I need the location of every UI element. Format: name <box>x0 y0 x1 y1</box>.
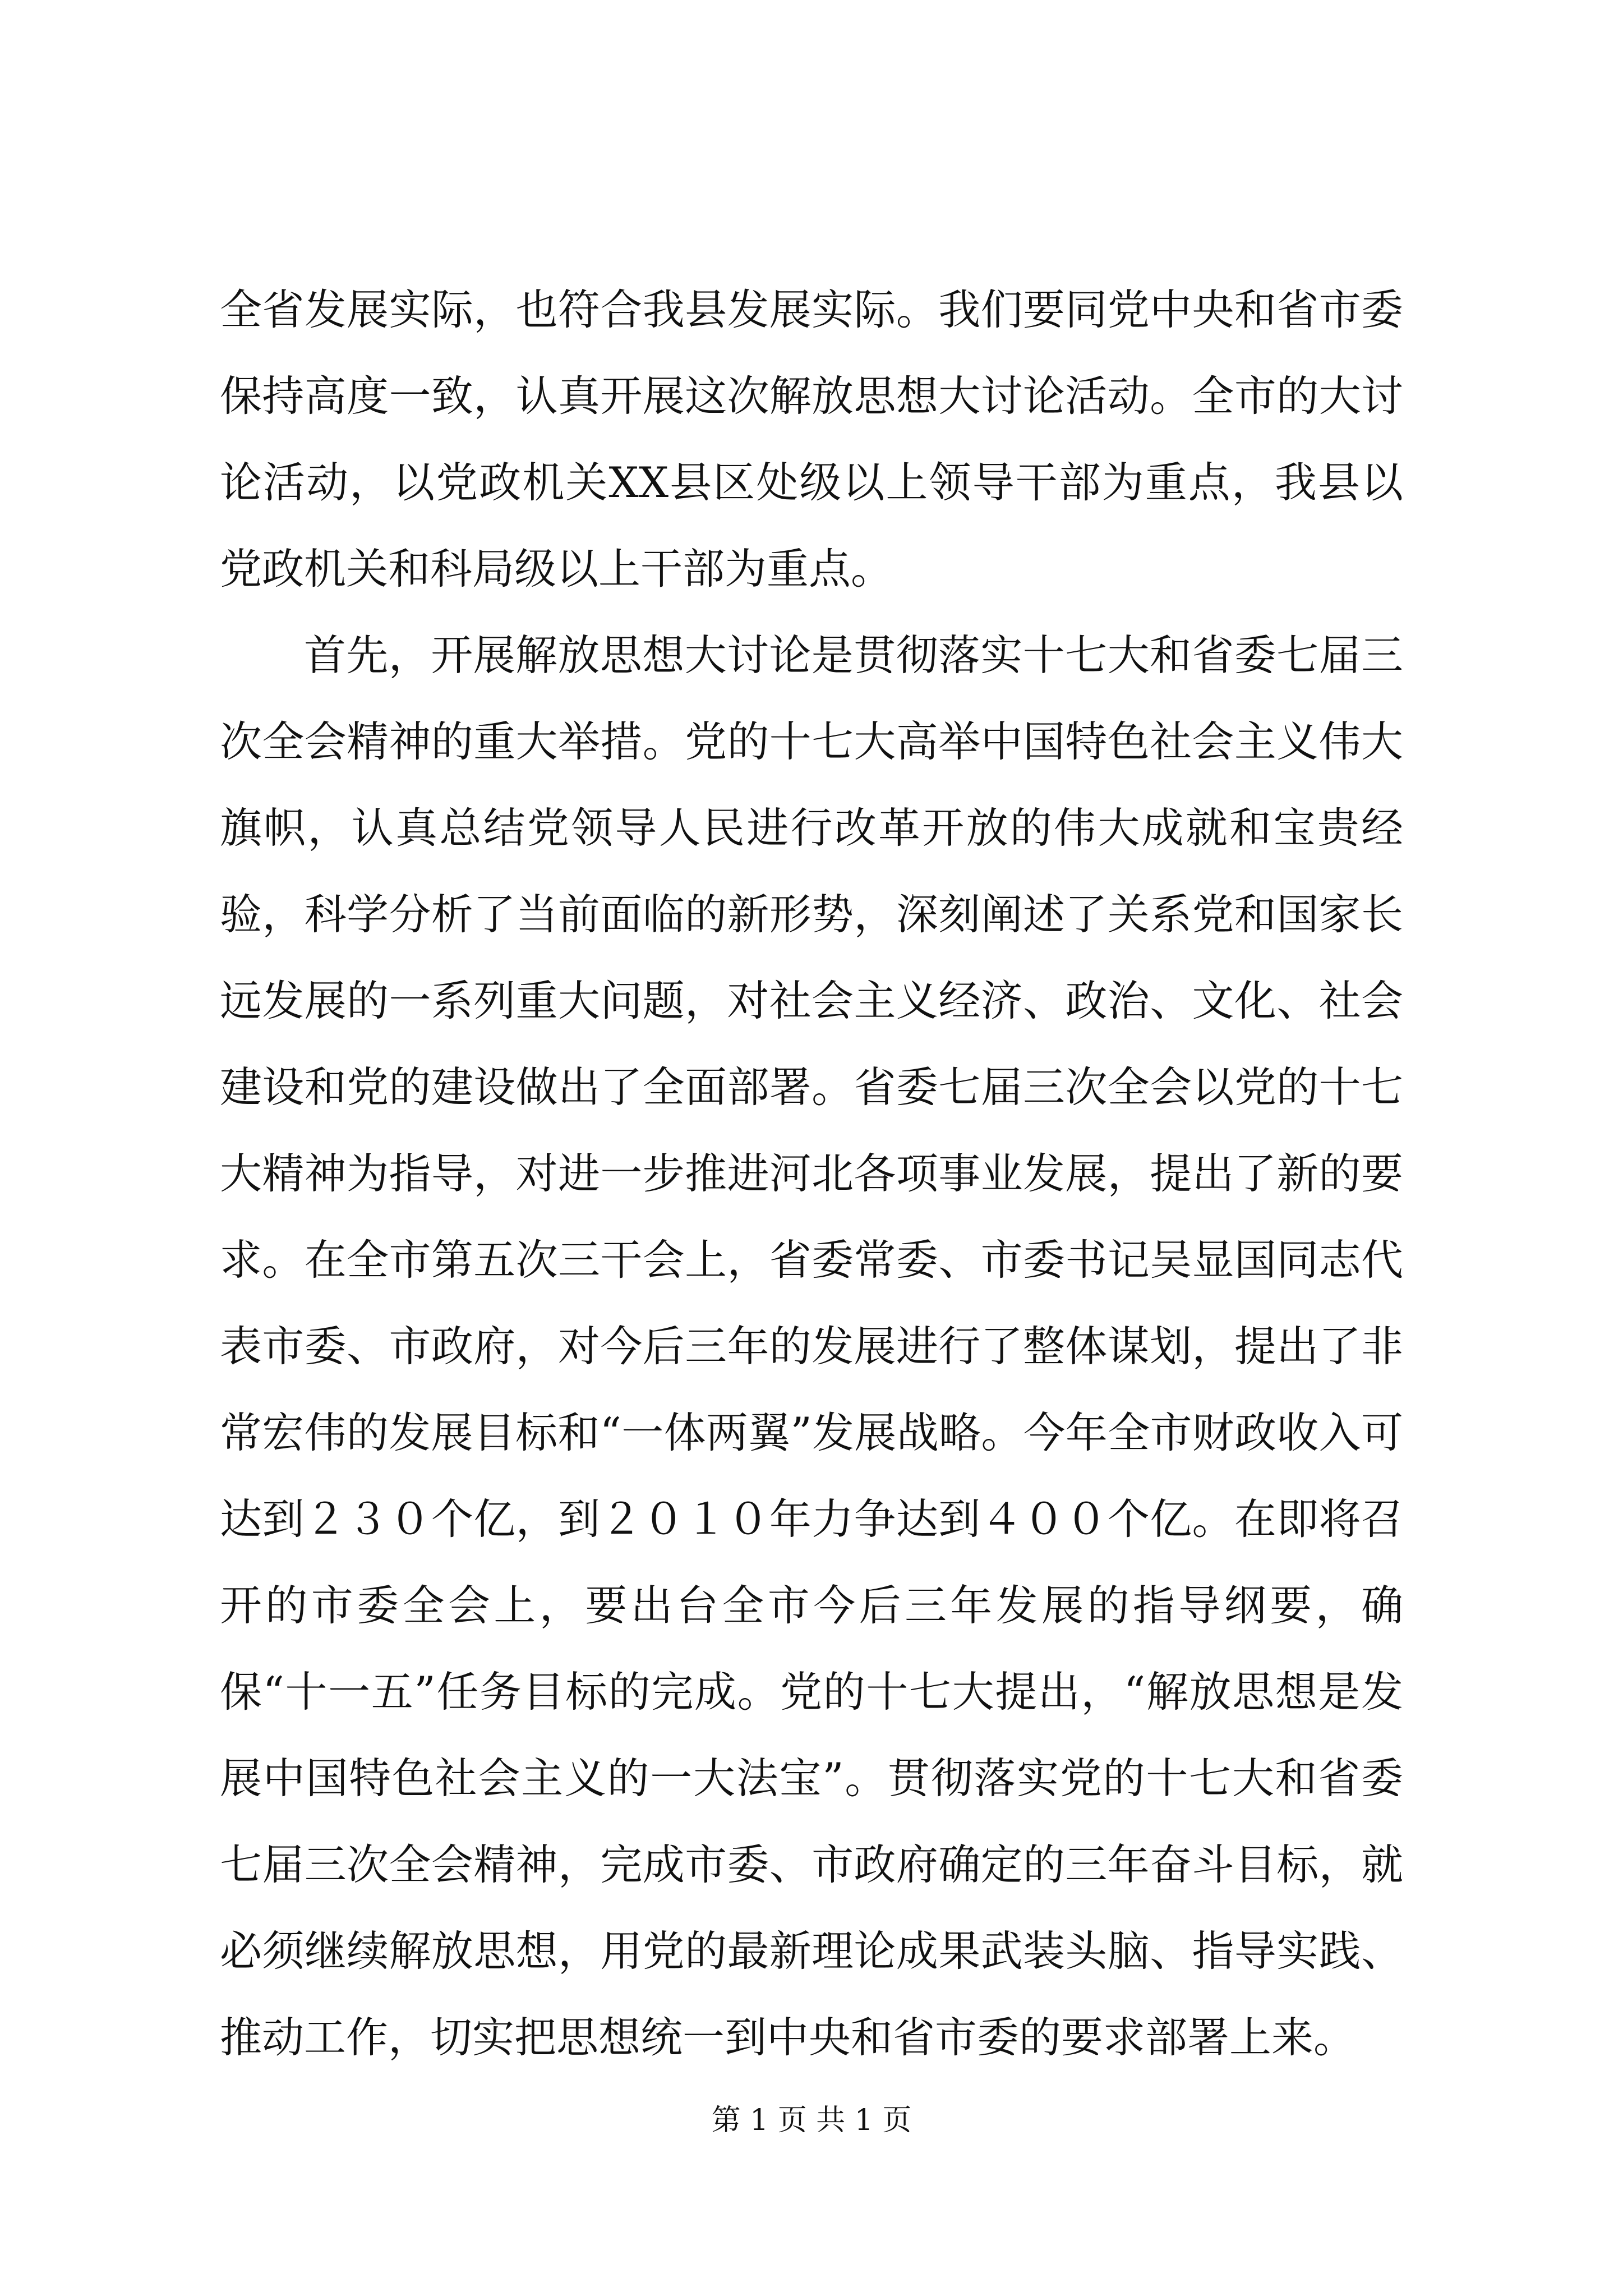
page-footer <box>0 2098 1623 2143</box>
page-number-label: 第 1 页 共 1 页 <box>711 2104 912 2137</box>
paragraph-continuation: 全省发展实际，也符合我县发展实际。我们要同党中央和省市委保持高度一致，认真开展这次解放思想大讨论活动。全市的大讨论活动，以党政机关XX县区处级以上领导干部为重点，我县以党政机关和科局级以上干部为重点。 <box>220 285 1403 593</box>
paragraph-first-point: 首先，开展解放思想大讨论是贯彻落实十七大和省委七届三次全会精神的重大举措。党的十七大高举中国特色社会主义伟大旗帜，认真总结党领导人民进行改革开放的伟大成就和宝贵经验，科学分析了当前面临的新形势，深刻阐述了关系党和国家长远发展的一系列重大问题，对社会主义经济、政治、文化、社会建设和党的建设做出了全面部署。省委七届三次全会以党的十七大精神为指导，对进一步推进河北各项事业发展，提出了新的要求。在全市第五次三干会上，省委常委、市委书记吴显国同志代表市委、市政府，对今后三年的发展进行了整体谋划，提出了非常宏伟的发展目标和“一体两翼”发展战略。今年全市财政收入可达到２３０个亿，到２０１０年力争达到４００个亿。在即将召开的市委全会上，要出台全市今后三年发展的指导纲要，确保“十一五”任务目标的完成。党的十七大提出，“解放思想是发展中国特色社会主义的一大法宝”。贯彻落实党的十七大和省委七届三次全会精神，完成市委、市政府确定的三年奋斗目标，就必须继续解放思想，用党的最新理论成果武装头脑、指导实践、推动工作，切实把思想统一到中央和省市委的要求部署上来。 <box>220 631 1403 2062</box>
document-body <box>220 266 1403 2081</box>
